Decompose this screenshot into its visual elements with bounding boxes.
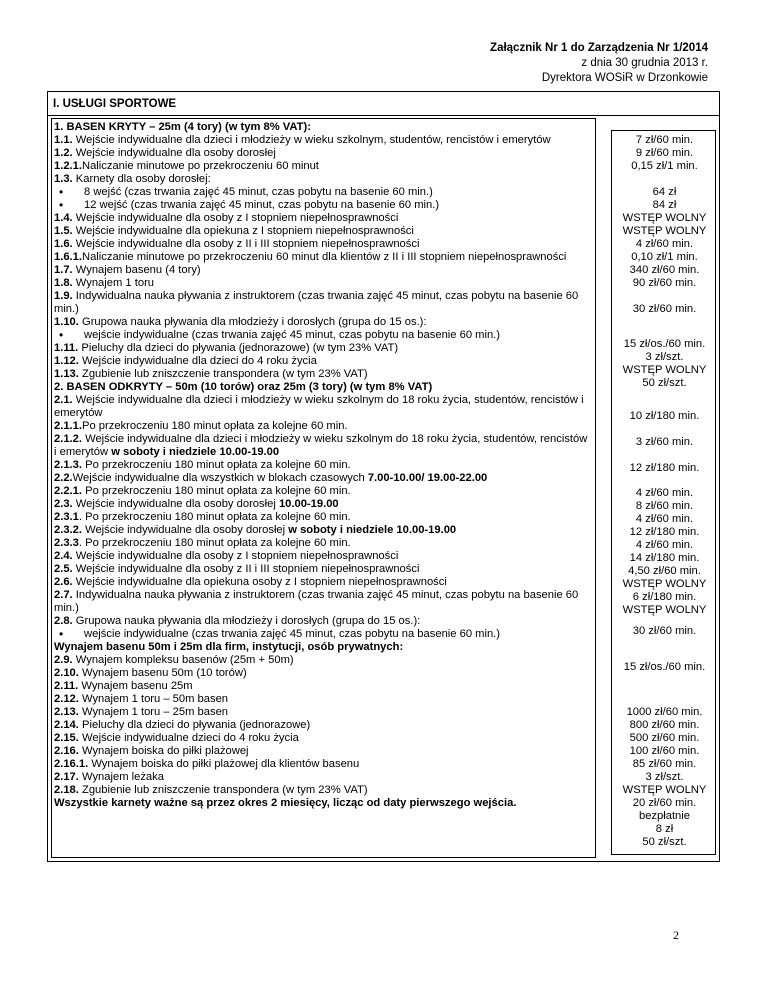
item-number: 2.9.	[54, 654, 73, 666]
price-value: 20 zł/60 min.	[632, 797, 697, 809]
item-text: Pieluchy dla dzieci do pływania (jednorazowe) (w tym 23% VAT)	[78, 342, 399, 354]
item-text: Wynajem leżaka	[78, 771, 164, 783]
item-number: 2.16.	[54, 745, 79, 757]
section-heading	[54, 797, 594, 810]
item-text: Po przekroczeniu 180 minut opłata za kolejne 60 min.	[82, 485, 351, 497]
service-row	[54, 225, 594, 238]
item-number: 2.16.1.	[54, 758, 89, 770]
price-value: WSTĘP WOLNY	[622, 364, 707, 376]
service-row	[54, 615, 594, 628]
item-number: 1.7.	[54, 264, 73, 276]
service-row	[54, 420, 594, 433]
item-number: 2.1.3.	[54, 459, 82, 471]
item-text: . Po przekroczeniu 180 minut opłata za kolejne 60 min.	[78, 537, 351, 549]
service-row	[54, 589, 592, 615]
item-hours: w soboty i niedziele 10.00-19.00	[288, 524, 457, 536]
service-row	[54, 342, 594, 355]
item-number: 1.5.	[54, 225, 73, 237]
item-text: Naliczanie minutowe po przekroczeniu 60 minut	[82, 160, 319, 172]
item-text: Grupowa nauka pływania dla młodzieży i dorosłych (grupa do 15 os.):	[72, 615, 421, 627]
item-text: Wejście indywidualne dla osoby dorosłej	[82, 524, 289, 536]
header-line-3: Dyrektora WOSiR w Drzonkowie	[541, 72, 708, 84]
service-row	[54, 485, 594, 498]
section-heading	[54, 641, 594, 654]
item-text: Wejście indywidualne dla osoby dorosłej	[72, 147, 276, 159]
prices-column	[611, 116, 719, 861]
price-value: 0,15 zł/1 min.	[631, 160, 698, 172]
section-heading	[54, 121, 594, 134]
price-value: 50 zł/szt.	[642, 377, 687, 389]
service-row	[54, 511, 594, 524]
price-value: 64 zł	[652, 186, 677, 198]
section-title: I. USŁUGI SPORTOWE	[48, 92, 719, 116]
item-text: Wejście indywidualne dla osoby z I stopniem niepełnosprawności	[72, 212, 399, 224]
item-number: 2.1.2.	[54, 433, 82, 445]
price-value: 340 zł/60 min.	[629, 264, 700, 276]
item-number: 2.5.	[54, 563, 73, 575]
service-row	[54, 316, 594, 329]
item-text: Wejście indywidualne dla opiekuna z I stopniem niepełnosprawności	[72, 225, 414, 237]
price-value: 4 zł/60 min.	[635, 238, 694, 250]
price-table	[47, 91, 720, 862]
service-row	[54, 719, 594, 732]
price-value: 15 zł/os./60 min.	[623, 338, 706, 350]
price-value: 3 zł/60 min.	[635, 436, 694, 448]
item-number: 2.7.	[54, 589, 73, 601]
price-value: 30 zł/60 min.	[632, 303, 697, 315]
item-number: 1.6.1.	[54, 251, 82, 263]
service-row	[54, 212, 594, 225]
item-text: Indywidualna nauka pływania z instruktorem (czas trwania zajęć 45 minut, czas pobytu na basenie 60 min.)	[54, 290, 579, 315]
service-row	[54, 667, 594, 680]
service-row	[54, 537, 594, 550]
service-row	[54, 394, 592, 420]
item-number: 2.3.2.	[54, 524, 82, 536]
item-number: 1.13.	[54, 368, 79, 380]
price-value: 12 zł/180 min.	[629, 462, 700, 474]
service-row	[54, 680, 594, 693]
item-number: 2.15.	[54, 732, 79, 744]
price-value: 7 zł/60 min.	[635, 134, 694, 146]
service-row	[54, 264, 594, 277]
page-number: 2	[673, 928, 679, 942]
item-text: Wynajem boiska do piłki plażowej dla klientów basenu	[88, 758, 360, 770]
service-row	[54, 745, 594, 758]
service-row	[54, 706, 594, 719]
item-text: Wejście indywidualne dla osoby dorosłej	[72, 498, 279, 510]
item-number: 2.3.1	[54, 511, 79, 523]
item-text: Wejście indywidualne dla opiekuna osoby z I stopniem niepełnosprawności	[72, 576, 447, 588]
item-number: 1.8.	[54, 277, 73, 289]
item-text: Wejście indywidualne dla dzieci i młodzieży w wieku szkolnym do 18 roku życia, studentów, rencistów i emerytów	[54, 394, 584, 419]
bullet-item	[84, 628, 594, 641]
item-number: 2.17.	[54, 771, 79, 783]
item-hours: 7.00-10.00/ 19.00-22.00	[367, 472, 488, 484]
price-value: WSTĘP WOLNY	[622, 578, 707, 590]
item-number: 2. BASEN ODKRYTY – 50m (10 torów) oraz 25m (3 tory) (w tym 8% VAT)	[54, 381, 433, 393]
item-text: wejście indywidualne (czas trwania zajęć 45 minut, czas pobytu na basenie 60 min.)	[84, 628, 501, 640]
item-number: 1.11.	[54, 342, 79, 354]
bullet-item	[84, 186, 594, 199]
price-value: 10 zł/180 min.	[629, 410, 700, 422]
section-heading	[54, 381, 594, 394]
service-row	[54, 693, 594, 706]
item-text: Zgubienie lub zniszczenie transpondera (w tym 23% VAT)	[78, 368, 368, 380]
item-number: 2.3.	[54, 498, 73, 510]
price-value: 0,10 zł/1 min.	[631, 251, 698, 263]
bullet-item	[84, 329, 594, 342]
price-value: 800 zł/60 min.	[629, 719, 700, 731]
service-row	[54, 784, 594, 797]
price-value: 9 zł/60 min.	[635, 147, 694, 159]
item-hours: 10.00-19.00	[278, 498, 339, 510]
item-text: Po przekroczeniu 180 minut opłata za kolejne 60 min.	[82, 459, 351, 471]
price-value: 4 zł/60 min.	[635, 539, 694, 551]
price-value: 12 zł/180 min.	[629, 526, 700, 538]
service-row	[54, 134, 594, 147]
item-number: 2.3.3	[54, 537, 79, 549]
price-value: WSTĘP WOLNY	[622, 784, 707, 796]
price-value: 500 zł/60 min.	[629, 732, 700, 744]
service-row	[54, 459, 594, 472]
bullet-item	[84, 199, 594, 212]
item-number: 2.2.1.	[54, 485, 82, 497]
service-row	[54, 524, 594, 537]
price-value: WSTĘP WOLNY	[622, 225, 707, 237]
price-value: 8 zł	[655, 823, 674, 835]
service-row	[54, 147, 594, 160]
item-number: 1.6.	[54, 238, 73, 250]
price-value: 4 zł/60 min.	[635, 513, 694, 525]
price-value: bezpłatnie	[638, 810, 690, 822]
services-column	[48, 116, 594, 861]
item-number: 2.1.	[54, 394, 73, 406]
item-number: 1.2.1.	[54, 160, 82, 172]
item-number: 2.8.	[54, 615, 73, 627]
item-text: . Po przekroczeniu 180 minut opłata za kolejne 60 min.	[78, 511, 351, 523]
price-value: 100 zł/60 min.	[629, 745, 700, 757]
service-row	[54, 251, 594, 264]
price-value: 14 zł/180 min.	[629, 552, 700, 564]
item-number: 1.1.	[54, 134, 73, 146]
service-row	[54, 550, 594, 563]
item-text: Wejście indywidualne dla wszystkich w blokach czasowych	[72, 472, 368, 484]
item-number: 2.6.	[54, 576, 73, 588]
service-row	[54, 290, 592, 316]
service-row	[54, 277, 594, 290]
price-value: 85 zł/60 min.	[632, 758, 697, 770]
price-value: 3 zł/szt.	[645, 771, 684, 783]
item-text: 12 wejść (czas trwania zajęć 45 minut, czas pobytu na basenie 60 min.)	[84, 199, 440, 211]
price-value: 50 zł/szt.	[642, 836, 687, 848]
item-number: Wynajem basenu 50m i 25m dla firm, instytucji, osób prywatnych:	[54, 641, 404, 653]
item-number: Wszystkie karnety ważne są przez okres 2 miesięcy, licząc od daty pierwszego wejścia.	[54, 797, 517, 809]
item-text: Wynajem kompleksu basenów (25m + 50m)	[72, 654, 294, 666]
item-number: 2.13.	[54, 706, 79, 718]
item-text: Po przekroczeniu 180 minut opłata za kolejne 60 min.	[82, 420, 348, 432]
item-number: 2.4.	[54, 550, 73, 562]
item-number: 2.11.	[54, 680, 79, 692]
item-text: Naliczanie minutowe po przekroczeniu 60 minut dla klientów z II i III stopniem niepełnosprawności	[82, 251, 567, 263]
price-value: 90 zł/60 min.	[632, 277, 697, 289]
item-text: Wynajem basenu (4 tory)	[72, 264, 201, 276]
item-text: Wynajem 1 toru – 25m basen	[78, 706, 229, 718]
service-row	[54, 758, 594, 771]
item-text: Wejście indywidualne dla dzieci do 4 roku życia	[78, 355, 317, 367]
item-text: Karnety dla osoby dorosłej:	[72, 173, 211, 185]
document-header	[490, 41, 708, 86]
service-row	[54, 563, 594, 576]
service-row	[54, 771, 594, 784]
item-text: Zgubienie lub zniszczenie transpondera (w tym 23% VAT)	[78, 784, 368, 796]
item-text: Wejście indywidualne dzieci do 4 roku życia	[78, 732, 299, 744]
item-text: Wynajem 1 toru	[72, 277, 155, 289]
item-text: Wejście indywidualne dla dzieci i młodzieży w wieku szkolnym, studentów, rencistów i emerytów	[72, 134, 551, 146]
item-number: 1.4.	[54, 212, 73, 224]
service-row	[54, 472, 594, 485]
price-value: 4,50 zł/60 min.	[628, 565, 701, 577]
price-value: 6 zł/180 min.	[632, 591, 697, 603]
item-text: Wejście indywidualne dla dzieci i młodzieży w wieku szkolnym do 18 roku życia, studentów, rencistów i emerytów	[54, 433, 588, 458]
service-row	[54, 368, 594, 381]
item-number: 1.12.	[54, 355, 79, 367]
price-value: 4 zł/60 min.	[635, 487, 694, 499]
item-number: 2.12.	[54, 693, 79, 705]
item-text: Grupowa nauka pływania dla młodzieży i dorosłych (grupa do 15 os.):	[78, 316, 427, 328]
item-text: Pieluchy dla dzieci do pływania (jednorazowe)	[78, 719, 311, 731]
price-value: 8 zł/60 min.	[635, 500, 694, 512]
service-row	[54, 433, 592, 459]
item-number: 2.2.	[54, 472, 73, 484]
item-number: 2.14.	[54, 719, 79, 731]
header-line-1: Załącznik Nr 1 do Zarządzenia Nr 1/2014	[490, 42, 708, 54]
service-row	[54, 498, 594, 511]
item-text: Indywidualna nauka pływania z instruktorem (czas trwania zajęć 45 minut, czas pobytu na basenie 60 min.)	[54, 589, 579, 614]
item-hours: w soboty i niedziele 10.00-19.00	[111, 446, 280, 458]
service-row	[54, 654, 594, 667]
price-value: WSTĘP WOLNY	[622, 212, 707, 224]
price-value: 30 zł/60 min.	[632, 625, 697, 637]
prices-box	[611, 130, 716, 855]
price-value: 1000 zł/60 min.	[626, 706, 703, 718]
price-value: 84 zł	[652, 199, 677, 211]
price-value: 3 zł/szt.	[645, 351, 684, 363]
item-text: Wejście indywidualne dla osoby z II i III stopniem niepełnosprawności	[72, 238, 420, 250]
item-number: 1.10.	[54, 316, 79, 328]
item-number: 1.3.	[54, 173, 73, 185]
service-row	[54, 732, 594, 745]
service-row	[54, 173, 594, 186]
service-row	[54, 160, 594, 173]
price-value: WSTĘP WOLNY	[622, 604, 707, 616]
item-number: 2.1.1.	[54, 420, 82, 432]
item-text: Wejście indywidualne dla osoby z II i III stopniem niepełnosprawności	[72, 563, 420, 575]
item-text: Wynajem 1 toru – 50m basen	[78, 693, 229, 705]
item-text: 8 wejść (czas trwania zajęć 45 minut, czas pobytu na basenie 60 min.)	[84, 186, 433, 198]
item-number: 2.10.	[54, 667, 79, 679]
item-text: Wynajem basenu 50m (10 torów)	[78, 667, 247, 679]
price-value: 15 zł/os./60 min.	[623, 661, 706, 673]
item-number: 1.9.	[54, 290, 73, 302]
item-text: Wejście indywidualne dla osoby z I stopniem niepełnosprawności	[72, 550, 399, 562]
service-row	[54, 355, 594, 368]
item-text: Wynajem boiska do piłki plażowej	[78, 745, 249, 757]
item-number: 2.18.	[54, 784, 79, 796]
header-line-2: z dnia 30 grudnia 2013 r.	[581, 57, 708, 69]
service-row	[54, 576, 594, 589]
item-number: 1. BASEN KRYTY – 25m (4 tory) (w tym 8% VAT):	[54, 121, 311, 133]
item-number: 1.2.	[54, 147, 73, 159]
service-row	[54, 238, 594, 251]
item-text: wejście indywidualne (czas trwania zajęć 45 minut, czas pobytu na basenie 60 min.)	[84, 329, 501, 341]
item-text: Wynajem basenu 25m	[78, 680, 193, 692]
